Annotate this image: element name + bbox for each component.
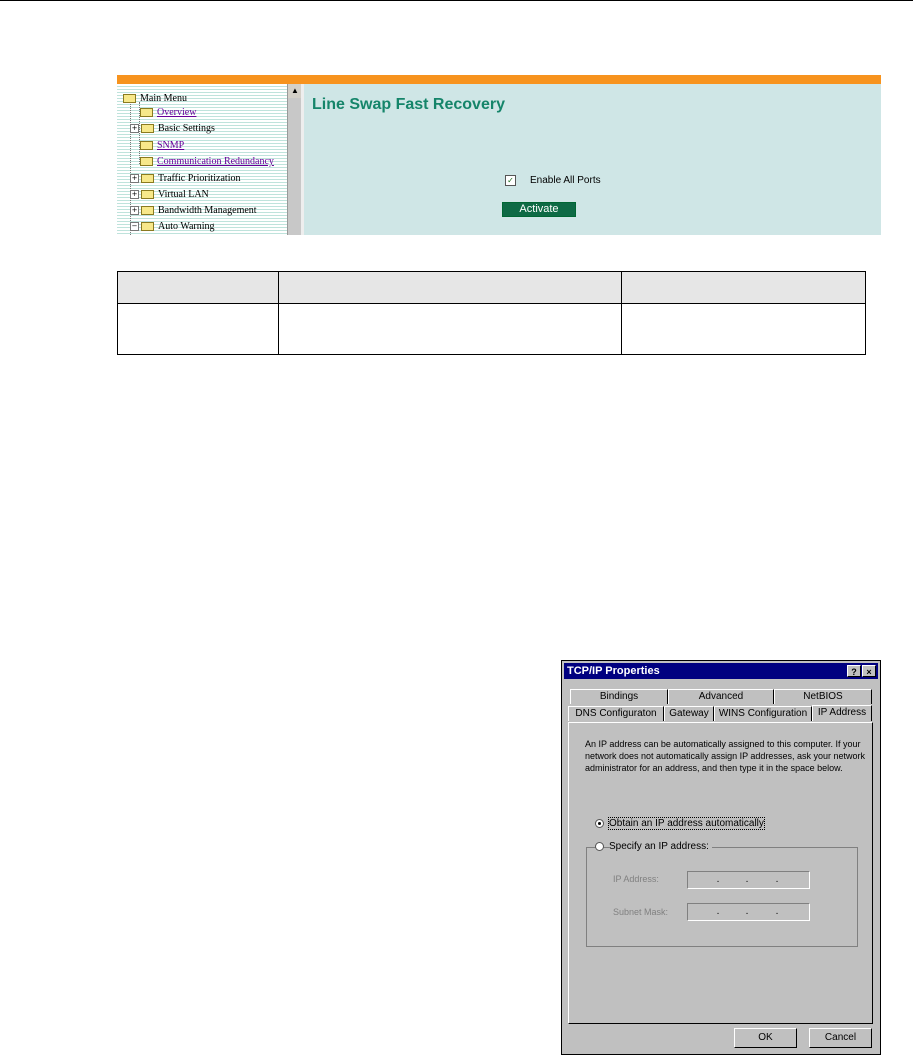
specify-ip-radio[interactable] bbox=[595, 842, 604, 851]
frame-divider bbox=[301, 84, 304, 235]
dialog-titlebar bbox=[564, 663, 878, 679]
web-console-screenshot bbox=[117, 75, 881, 235]
page-top-rule bbox=[0, 0, 913, 1]
menu-tree-panel bbox=[117, 84, 287, 235]
tab-advanced[interactable]: Advanced bbox=[668, 689, 774, 704]
scroll-up-arrow-icon[interactable]: ▲ bbox=[288, 84, 302, 98]
subnet-mask-label: Subnet Mask: bbox=[613, 907, 669, 917]
expand-icon[interactable]: + bbox=[131, 190, 138, 199]
subnet-mask-input[interactable]: . . . bbox=[687, 903, 810, 921]
tab-wins-configuration[interactable]: WINS Configuration bbox=[714, 706, 812, 721]
menu-scrollbar[interactable] bbox=[287, 84, 302, 235]
tree-root-label: Main Menu bbox=[140, 93, 187, 104]
folder-open-icon bbox=[141, 222, 154, 231]
tree-item-label: Traffic Prioritization bbox=[158, 173, 241, 184]
expand-icon[interactable]: + bbox=[131, 206, 138, 215]
tree-item-bandwidth-management[interactable] bbox=[130, 204, 257, 218]
radio-selected-dot bbox=[598, 822, 601, 825]
tab-dns-configuration[interactable]: DNS Configuraton bbox=[568, 706, 664, 721]
specify-ip-label[interactable]: Specify an IP address: bbox=[609, 841, 712, 852]
cancel-button[interactable]: Cancel bbox=[809, 1028, 872, 1048]
tab-ip-address[interactable]: IP Address bbox=[812, 705, 872, 721]
expand-icon[interactable]: + bbox=[131, 174, 138, 183]
settings-table bbox=[117, 271, 866, 355]
tree-item-traffic-prioritization[interactable] bbox=[130, 172, 241, 186]
folder-icon bbox=[141, 206, 154, 215]
help-button[interactable] bbox=[847, 665, 861, 677]
ok-button[interactable]: OK bbox=[734, 1028, 797, 1048]
ip-address-label: IP Address: bbox=[613, 874, 659, 884]
tree-item-label: Basic Settings bbox=[158, 123, 215, 134]
table-column-divider bbox=[278, 272, 279, 354]
tree-item-auto-warning[interactable] bbox=[130, 220, 215, 234]
tree-root[interactable] bbox=[123, 92, 187, 106]
folder-icon bbox=[140, 157, 153, 166]
tab-netbios[interactable]: NetBIOS bbox=[774, 689, 872, 704]
tree-item-overview[interactable] bbox=[130, 106, 196, 120]
checkmark-icon: ✓ bbox=[507, 176, 514, 185]
tree-item-snmp[interactable] bbox=[130, 139, 184, 153]
obtain-ip-auto-radio[interactable] bbox=[595, 819, 604, 828]
enable-all-ports-label: Enable All Ports bbox=[530, 175, 601, 186]
tree-item-label: Auto Warning bbox=[158, 221, 215, 232]
specify-ip-group bbox=[586, 847, 858, 947]
dialog-title: TCP/IP Properties bbox=[567, 665, 660, 677]
expand-icon[interactable]: + bbox=[131, 124, 138, 133]
tree-item-communication-redundancy[interactable] bbox=[130, 155, 274, 169]
expand-icon[interactable]: − bbox=[131, 222, 138, 231]
obtain-ip-auto-label[interactable]: Obtain an IP address automatically bbox=[609, 818, 764, 829]
tree-item-label[interactable]: SNMP bbox=[157, 140, 185, 151]
close-button[interactable] bbox=[862, 665, 876, 677]
tree-item-label[interactable]: Overview bbox=[157, 107, 197, 118]
table-header-row bbox=[118, 272, 865, 304]
page-title: Line Swap Fast Recovery bbox=[312, 96, 505, 113]
tcpip-properties-dialog bbox=[561, 660, 881, 1055]
enable-all-ports-checkbox[interactable] bbox=[505, 175, 516, 186]
help-icon: ? bbox=[851, 667, 857, 677]
tree-item-basic-settings[interactable] bbox=[130, 122, 215, 136]
tab-bindings[interactable]: Bindings bbox=[570, 689, 668, 704]
folder-open-icon bbox=[123, 94, 136, 103]
folder-icon bbox=[141, 190, 154, 199]
ip-info-text: An IP address can be automatically assigned to this computer. If your network does not automatically assign IP addresses, ask your network administrator for an address, and then type it in the space below. bbox=[585, 739, 865, 773]
folder-icon bbox=[141, 124, 154, 133]
folder-icon bbox=[140, 141, 153, 150]
folder-icon bbox=[140, 108, 153, 117]
tab-gateway[interactable]: Gateway bbox=[664, 706, 714, 721]
tree-item-label: Virtual LAN bbox=[158, 189, 209, 200]
tree-item-label: Bandwidth Management bbox=[158, 205, 257, 216]
table-column-divider bbox=[621, 272, 622, 354]
tree-item-label[interactable]: Communication Redundancy bbox=[157, 156, 274, 167]
activate-button[interactable]: Activate bbox=[502, 202, 576, 217]
folder-icon bbox=[141, 174, 154, 183]
header-bar bbox=[117, 75, 881, 84]
close-icon: × bbox=[866, 667, 872, 677]
ip-address-input[interactable]: . . . bbox=[687, 871, 810, 889]
tree-item-virtual-lan[interactable] bbox=[130, 188, 209, 202]
